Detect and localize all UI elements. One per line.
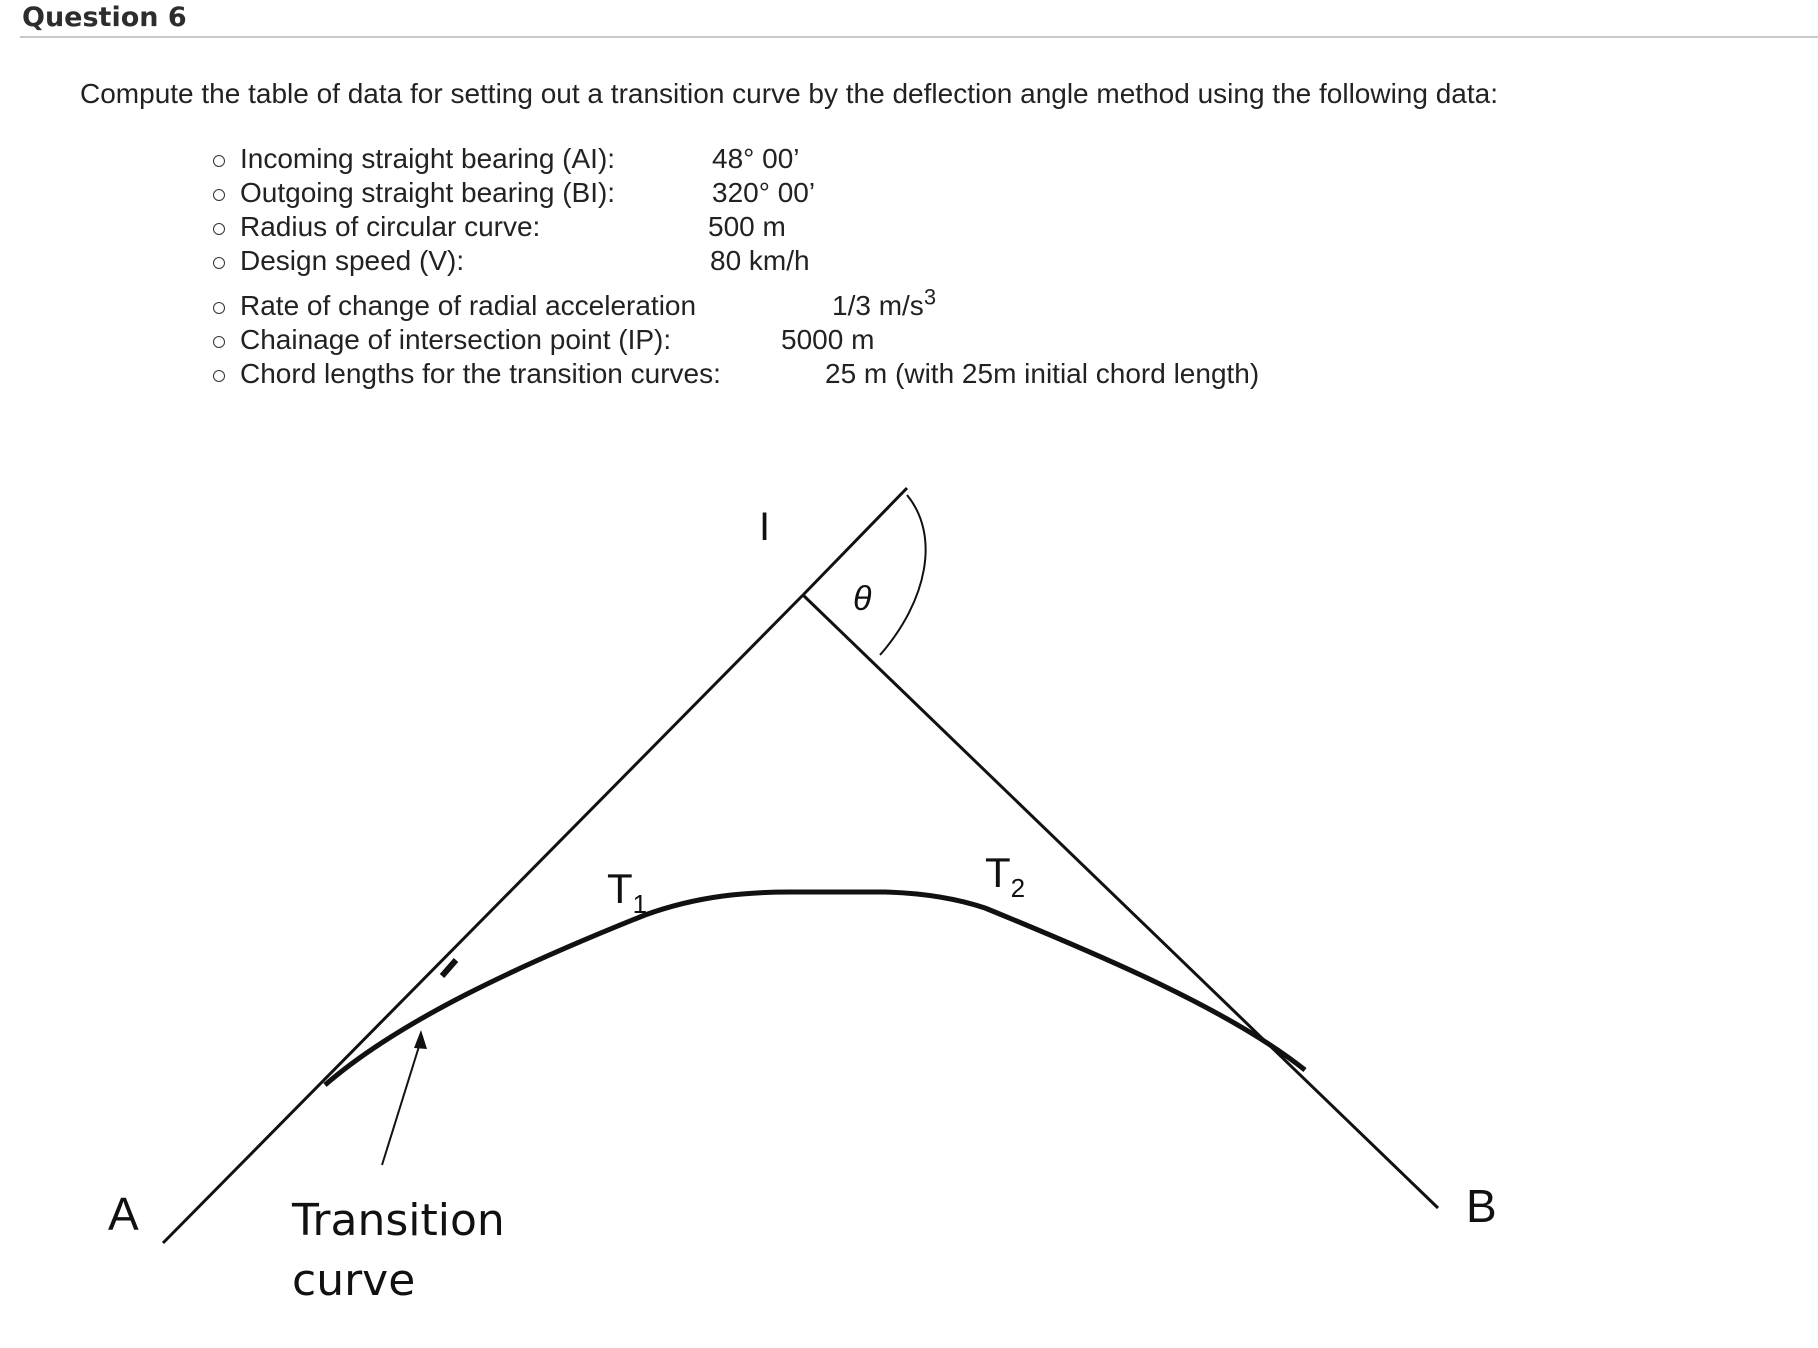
- label-theta: θ: [853, 580, 872, 618]
- item-label: Rate of change of radial acceleration: [240, 290, 697, 321]
- label-point-a: A: [108, 1188, 139, 1240]
- incoming-straight-line: [163, 595, 803, 1243]
- item-label: Chainage of intersection point (IP):: [240, 324, 672, 355]
- label-t2: $T_2$: [985, 849, 1026, 903]
- tangent-point-tick: [442, 960, 456, 976]
- item-label: Radius of circular curve:: [240, 211, 541, 242]
- label-point-b: B: [1466, 1180, 1497, 1232]
- item-label: Design speed (V):: [240, 245, 465, 276]
- unit-exponent: 3: [923, 284, 937, 310]
- callout-arrowhead-icon: [414, 1030, 427, 1049]
- item-value: 1/3 $m/s^3$: [832, 284, 937, 321]
- question-prompt: Compute the table of data for setting out a transition curve by the deflection angle method using the following data:: [80, 78, 1499, 109]
- transition-curve-path: [325, 892, 1305, 1085]
- item-value: 25 m (with 25m initial chord length): [825, 358, 1260, 389]
- deflection-angle-arc: [880, 495, 926, 655]
- callout-label-line2: curve: [292, 1255, 416, 1306]
- callout-label-line1: Transition: [292, 1195, 505, 1246]
- item-value: 320° 00’: [712, 177, 816, 208]
- label-t1: $T_1$: [607, 865, 648, 919]
- callout-arrow-line: [382, 1040, 421, 1165]
- item-label: Incoming straight bearing (AI):: [240, 143, 616, 174]
- item-label: Chord lengths for the transition curves:: [240, 358, 721, 389]
- item-value: 5000 m: [781, 324, 875, 355]
- item-value: 80 km/h: [710, 245, 810, 276]
- question-title: Question 6: [22, 2, 187, 33]
- item-value: 48° 00’: [712, 143, 800, 174]
- item-label: Outgoing straight bearing (BI):: [240, 177, 616, 208]
- incoming-straight-extension: [803, 488, 907, 595]
- outgoing-straight-line: [803, 595, 1438, 1208]
- item-value: 500 m: [708, 211, 786, 242]
- label-intersection-point: I: [759, 505, 771, 549]
